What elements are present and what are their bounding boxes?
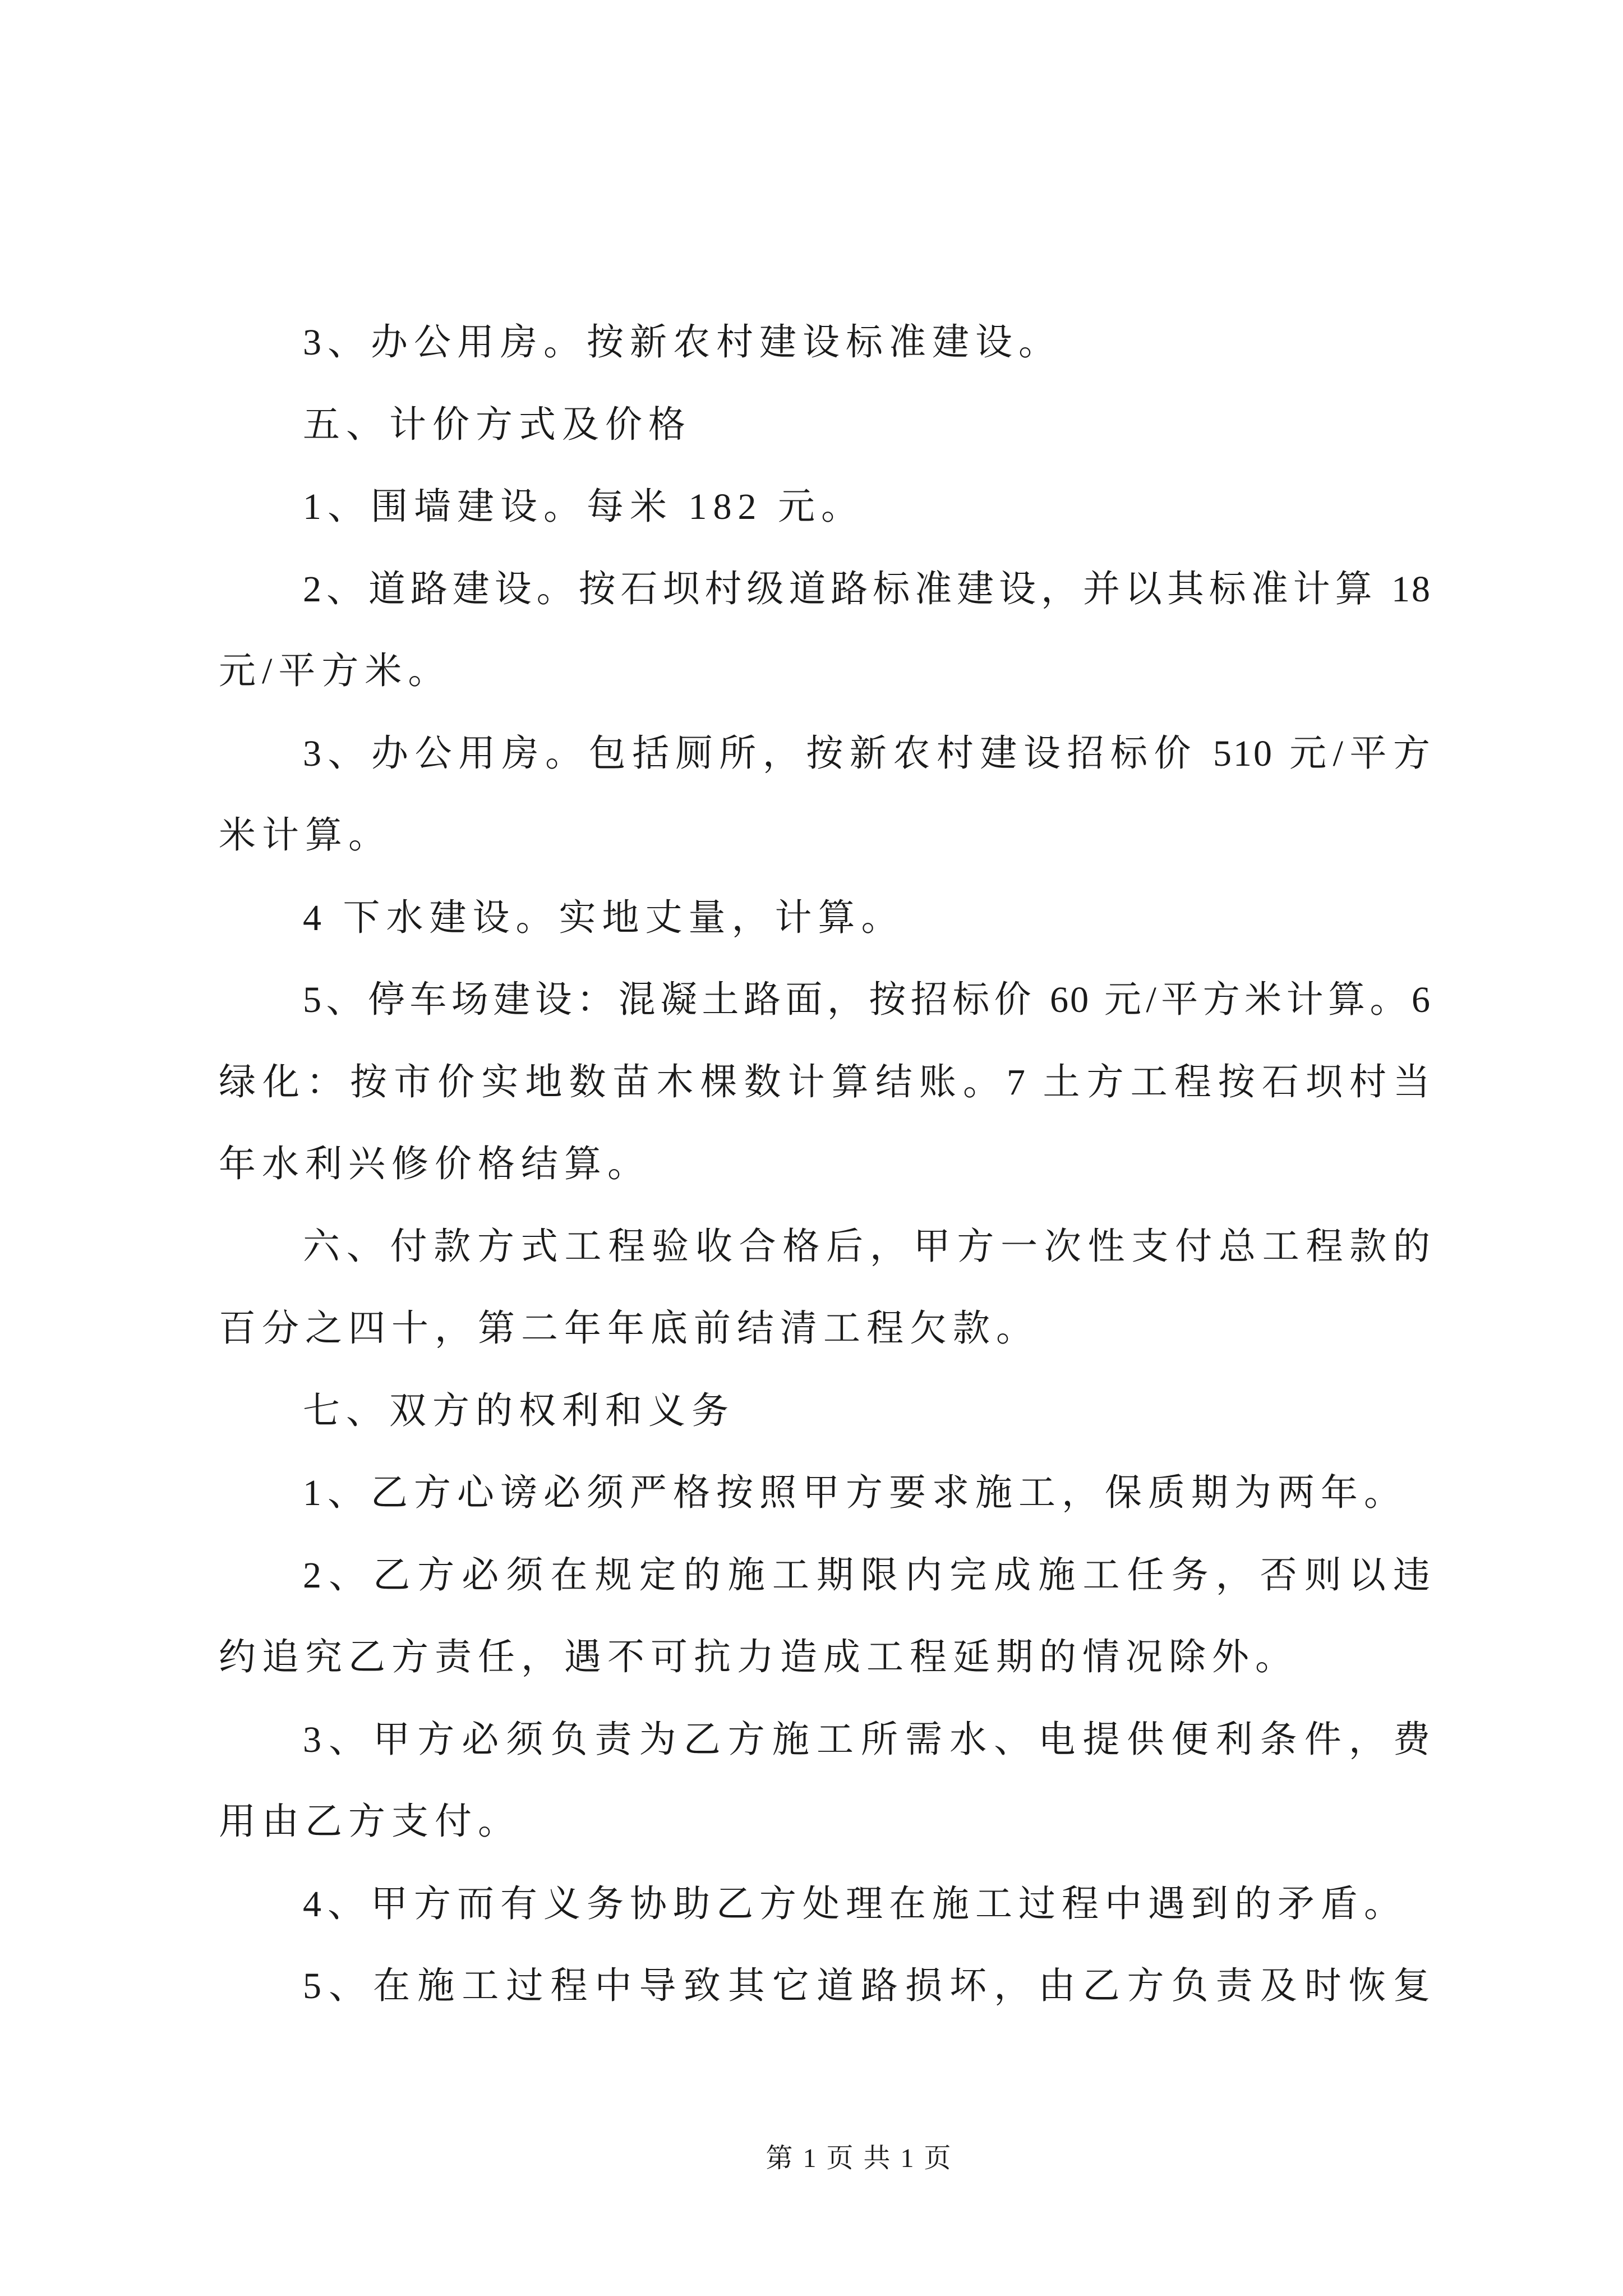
text-line: 五、计价方式及价格 (303, 404, 691, 445)
text-line: 百分之四十，第二年年底前结清工程欠款。 (219, 1308, 1039, 1349)
paragraph-office-building (219, 302, 1432, 384)
text-line: 3、甲方必须负责为乙方施工所需水、电提供便利条件，费 (303, 1719, 1432, 1760)
text-line: 4、甲方而有义务协助乙方处理在施工过程中遇到的矛盾。 (303, 1883, 1407, 1925)
paragraph-office-price (219, 713, 1432, 877)
text-line: 2、乙方必须在规定的施工期限内完成施工任务，否则以违 (303, 1554, 1432, 1596)
paragraph-sewer-price (219, 877, 1432, 960)
text-line: 绿化：按市价实地数苗木棵数计算结账。7 土方工程按石坝村当 (219, 1061, 1432, 1103)
paragraph-wall-price (219, 466, 1432, 549)
section-heading-pricing (219, 384, 1432, 467)
text-line: 2、道路建设。按石坝村级道路标准建设，并以其标准计算 18 (303, 568, 1432, 610)
text-line: 七、双方的权利和义务 (303, 1390, 735, 1432)
text-line: 5、在施工过程中导致其它道路损坏，由乙方负责及时恢复 (303, 1966, 1432, 2007)
paragraph-obligation-3 (219, 1699, 1432, 1864)
text-line: 约追究乙方责任，遇不可抗力造成工程延期的情况除外。 (219, 1637, 1298, 1678)
text-line: 5、停车场建设：混凝土路面，按招标价 60 元/平方米计算。6 (303, 979, 1432, 1020)
text-line: 米计算。 (219, 815, 391, 856)
text-line: 3、办公用房。包括厕所，按新农村建设招标价 510 元/平方 (303, 733, 1432, 774)
paragraph-road-price (219, 549, 1432, 713)
paragraph-obligation-2 (219, 1535, 1432, 1699)
text-line: 元/平方米。 (219, 651, 451, 692)
text-line: 4 下水建设。实地丈量，计算。 (303, 897, 905, 938)
text-line: 六、付款方式工程验收合格后，甲方一次性支付总工程款的 (303, 1226, 1432, 1267)
body-text (219, 302, 1432, 2028)
paragraph-parking-greening-earthwork (219, 959, 1432, 1206)
paragraph-obligation-5 (219, 1945, 1432, 2028)
paragraph-obligation-4 (219, 1864, 1432, 1946)
page-footer: 第 1 页 共 1 页 (766, 2143, 953, 2173)
text-line: 1、围墙建设。每米 182 元。 (303, 486, 864, 527)
text-line: 3、办公用房。按新农村建设标准建设。 (303, 322, 1062, 363)
section-heading-rights-obligations (219, 1370, 1432, 1453)
text-line: 用由乙方支付。 (219, 1801, 521, 1842)
paragraph-obligation-1 (219, 1452, 1432, 1535)
paragraph-payment-terms (219, 1206, 1432, 1370)
text-line: 1、乙方心谤必须严格按照甲方要求施工，保质期为两年。 (303, 1473, 1407, 1513)
text-line: 年水利兴修价格结算。 (219, 1144, 651, 1185)
